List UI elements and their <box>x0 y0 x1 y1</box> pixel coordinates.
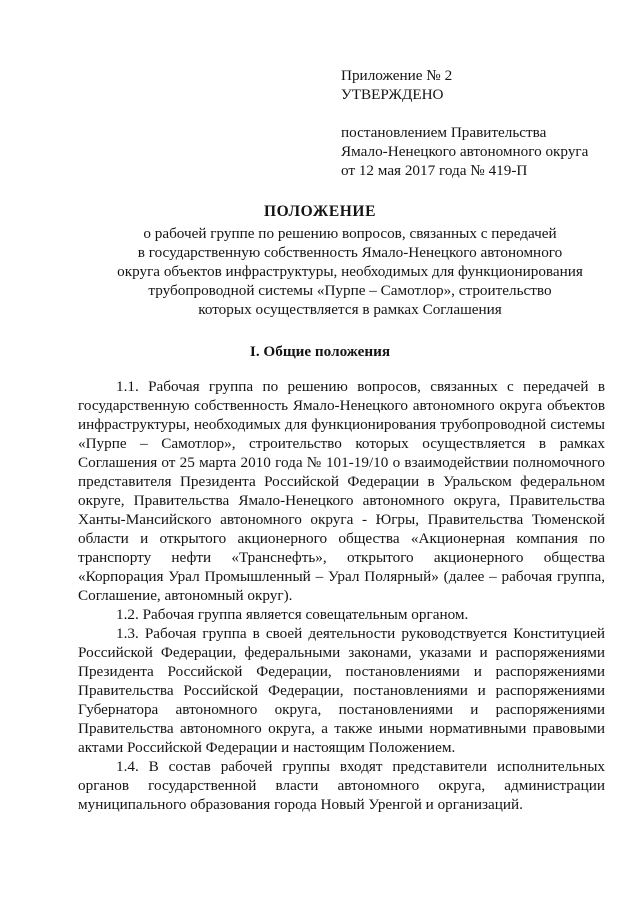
approved-label: УТВЕРЖДЕНО <box>341 86 444 103</box>
decree-line-2: Ямало-Ненецкого автономного округа <box>341 143 589 160</box>
approval-spacer <box>341 104 588 123</box>
subtitle-line: округа объектов инфраструктуры, необходимых для функционирования <box>117 263 583 280</box>
decree-line-3: от 12 мая 2017 года № 419-П <box>341 162 528 179</box>
document-subtitle <box>90 224 610 319</box>
subtitle-line: трубопроводной системы «Пурпе – Самотлор», строительство <box>148 282 552 299</box>
appendix-label: Приложение № 2 <box>341 67 453 84</box>
paragraph-1-2: 1.2. Рабочая группа является совещательным органом. <box>116 606 469 623</box>
section-heading: I. Общие положения <box>249 343 391 360</box>
subtitle-line: в государственную собственность Ямало-Ненецкого автономного <box>137 244 563 261</box>
subtitle-line: о рабочей группе по решению вопросов, связанных с передачей <box>143 225 557 242</box>
section-body <box>78 377 605 814</box>
paragraph-1-1: 1.1. Рабочая группа по решению вопросов, связанных с передачей в государственную собственность Ямало-Ненецкого автономного округа объектов инфраструктуры, необходимых для функционирования трубопроводной системы «Пурпе – Самотлор», строительство которых осуществляется в рамках Соглашения от 25 марта 2010 года № 101-19/10 о взаимодействии полномочного представителя Президента Российской Федерации в Уральском федеральном округе, Правительства Ямало-Ненецкого автономного округа, Правительства Ханты-Мансийского автономного округа - Югры, Правительства Тюменской области и открытого акционерного общества «Акционерная компания по транспорту нефти «Транснефть», открытого акционерного общества «Корпорация Урал Промышленный – Урал Полярный» (далее – рабочая группа, Соглашение, автономный округ). <box>78 378 605 604</box>
document-title: ПОЛОЖЕНИЕ <box>263 203 377 220</box>
paragraph-1-3: 1.3. Рабочая группа в своей деятельности руководствуется Конституцией Российской Федерации, федеральными законами, указами и распоряжениями Президента Российской Федерации, постановлениями и распоряжениями Правительства Российской Федерации, постановлениями и распоряжениями Губернатора автономного округа, постановлениями и распоряжениями Правительства автономного округа, а также иными нормативными правовыми актами Российской Федерации и настоящим Положением. <box>78 625 605 756</box>
paragraph-1-4: 1.4. В состав рабочей группы входят представители исполнительных органов государственной власти автономного округа, администрации муниципального образования города Новый Уренгой и организаций. <box>78 758 605 813</box>
decree-line-1: постановлением Правительства <box>341 124 547 141</box>
subtitle-line: которых осуществляется в рамках Соглашения <box>198 301 502 318</box>
approval-block <box>341 66 588 180</box>
